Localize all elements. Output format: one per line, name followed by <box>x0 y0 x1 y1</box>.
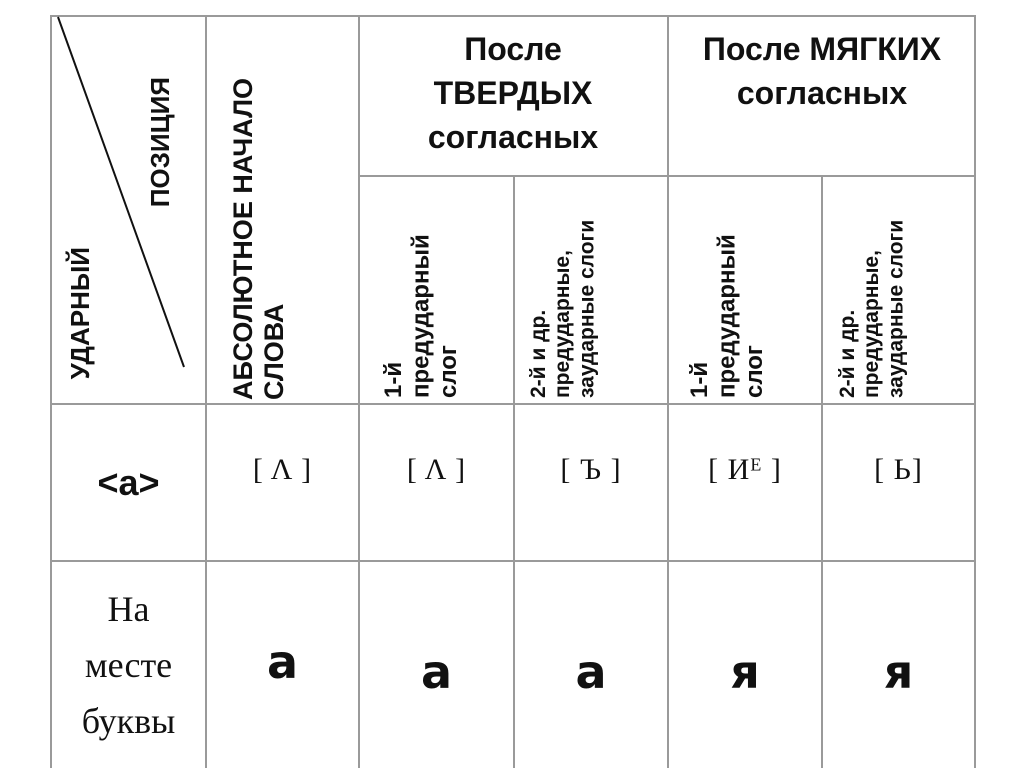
phoneme-value-soft-first: [ Иᴱ ] <box>708 453 782 486</box>
corner-top-label: ПОЗИЦИЯ <box>145 77 175 208</box>
corner-bottom-label: УДАРНЫЙ <box>65 247 95 380</box>
subheader-hard-first: 1-й предударный слог <box>380 234 463 398</box>
header-absolute-start: АБСОЛЮТНОЕ НАЧАЛО СЛОВА <box>228 77 290 400</box>
subheader-hard-other: 2-й и др. предударные, заударные слоги <box>527 219 599 398</box>
phoneme-value-absolute: [ Λ ] <box>252 453 313 486</box>
letter-value-soft-other: я <box>883 645 914 699</box>
phoneme-value-soft-other: [ Ь] <box>874 453 923 486</box>
letter-value-hard-other: а <box>575 645 607 699</box>
letter-value-absolute: а <box>266 635 299 689</box>
header-after-soft: После МЯГКИХ согласных <box>702 31 942 111</box>
subheader-soft-first: 1-й предударный слог <box>686 234 769 398</box>
phoneme-value-hard-first: [ Λ ] <box>406 453 467 486</box>
subheader-soft-other: 2-й и др. предударные, заударные слоги <box>836 219 908 398</box>
letter-value-soft-first: я <box>730 645 760 699</box>
letter-value-hard-first: а <box>420 645 453 699</box>
row-letter-label: На месте буквы <box>81 589 176 741</box>
header-after-hard: После ТВЕРДЫХ согласных <box>427 31 599 155</box>
phonetics-table <box>50 15 976 768</box>
row-phoneme-label: <а> <box>97 461 160 503</box>
phoneme-value-hard-other: [ Ъ ] <box>560 453 622 486</box>
